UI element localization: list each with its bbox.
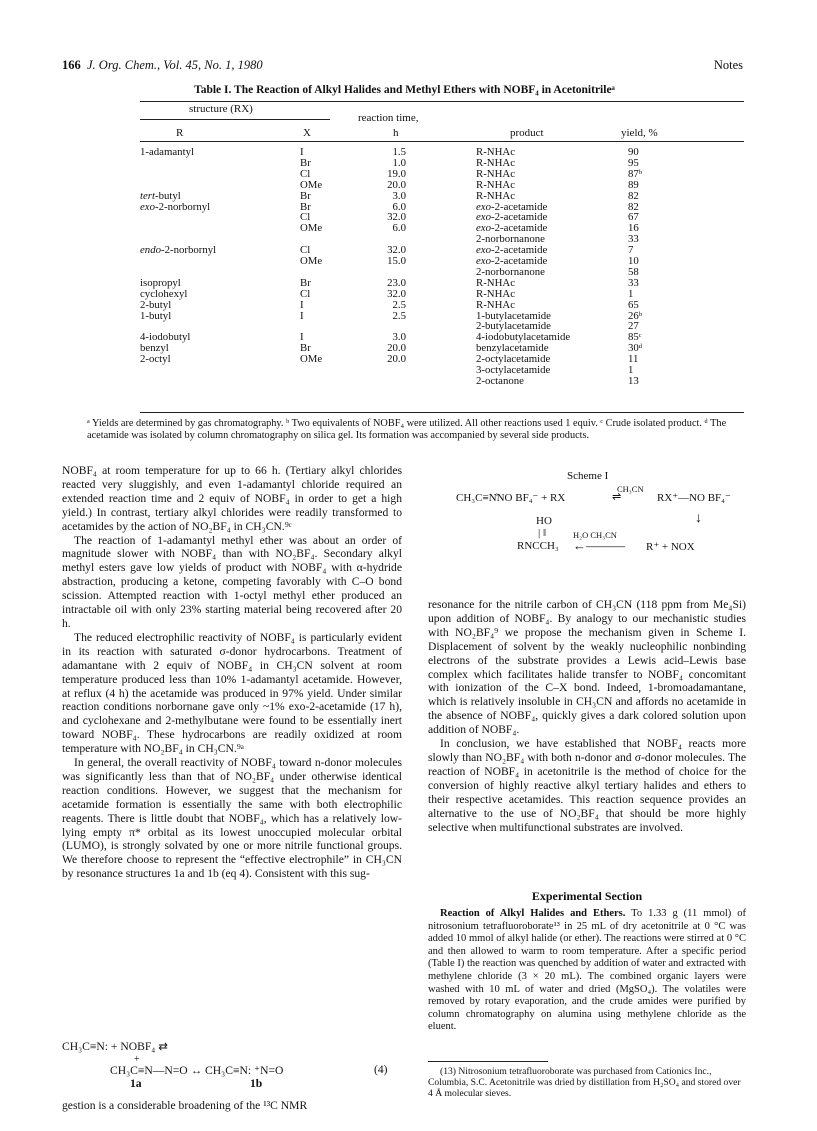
table-bottom-rule (140, 412, 744, 413)
table-cell-product: R-NHAc (476, 178, 515, 191)
table-cell-time: 20.0 (387, 342, 406, 355)
table-cell-product: 4-iodobutylacetamide (476, 331, 571, 344)
equation-4-line-1: CH₃C≡N: + NOBF₄ ⇄ (62, 1040, 168, 1053)
table-cell-x: Br (300, 156, 311, 169)
table-cell-yield: 1 (628, 287, 634, 300)
table-cell-r: tert-butyl (140, 189, 181, 202)
table-cell-product: benzylacetamide (476, 342, 549, 355)
table-cell-product: exo-2-acetamide (476, 200, 548, 213)
table-cell-yield: 16 (628, 222, 639, 235)
scheme-title: Scheme I (567, 470, 609, 482)
label-1b: 1b (250, 1077, 263, 1090)
left-column (62, 464, 402, 881)
table-cell-product: R-NHAc (476, 167, 515, 180)
scheme-down-arrow: ↓ (695, 511, 702, 526)
table-cell-r: cyclohexyl (140, 287, 188, 300)
running-header (62, 58, 263, 73)
table-cell-time: 20.0 (387, 353, 406, 366)
table-cell-time: 15.0 (387, 255, 406, 267)
right-paragraph-2: In conclusion, we have established that NOBF₄ reacts more slowly than NO₂BF₄ with both n-donor and σ-donor molecules. The reaction of NOBF₄ in acetonitrile is the method of choice for the conversion of highly reactive alkyl tertiary halides and ethers to their respective acetamides. This reaction sequence provides an alternative to the use of NO₂BF₄ that should be more highly selective when multifunctional substrates are involved. (428, 737, 746, 834)
journal-citation: J. Org. Chem., Vol. 45, No. 1, 1980 (87, 58, 263, 72)
table-group-header: structure (RX) (189, 103, 253, 115)
table-cell-yield: 95 (628, 156, 639, 169)
table-cell-product: 3-octylacetamide (476, 364, 551, 376)
experimental-run-in: Reaction of Alkyl Halides and Ethers. (440, 908, 626, 919)
table-cell-yield: 90 (628, 146, 639, 158)
table-cell-product: R-NHAc (476, 276, 515, 289)
table-col-r: R (176, 127, 184, 139)
table-cell-yield: 87ᵇ (628, 167, 643, 180)
table-cell-x: OMe (300, 178, 323, 191)
table-cell-x: Cl (300, 244, 311, 257)
table-cell-yield: 67 (628, 211, 639, 224)
table-cell-x: I (300, 298, 304, 311)
table-footnote: ᵃ Yields are determined by gas chromatography. ᵇ Two equivalents of NOBF₄ were utilized. All other reactions used 1 equiv. ᶜ Crude isolated product. ᵈ The acetamide was isolated by column chromatography on silica gel. Its formation was accompanied by several side products. (87, 418, 727, 441)
table-cell-time: 3.0 (392, 189, 406, 202)
experimental-text (428, 908, 746, 1034)
table-cell-x: I (300, 331, 304, 344)
table-cell-x: Br (300, 276, 311, 289)
table-col-x: X (303, 127, 311, 139)
table-cell-product: exo-2-acetamide (476, 222, 548, 235)
table-cell-yield: 10 (628, 255, 639, 267)
label-1a: 1a (130, 1077, 142, 1090)
table-cell-yield: 33 (628, 233, 639, 246)
footnote-rule (428, 1061, 548, 1062)
table-cell-yield: 30ᵈ (628, 342, 643, 355)
table-cell-time: 2.5 (392, 298, 406, 311)
table-cell-x: Br (300, 200, 311, 213)
table-cell-product: exo-2-acetamide (476, 211, 548, 224)
table-cell-time: 6.0 (392, 200, 406, 213)
scheme-left-arrow: ←——— (573, 538, 625, 553)
table-header-rule (140, 141, 744, 142)
table-cell-yield: 1 (628, 364, 634, 376)
table-cell-product: exo-2-acetamide (476, 255, 548, 267)
table-cell-r: exo-2-norbornyl (140, 200, 211, 213)
table-cell-yield: 33 (628, 276, 639, 289)
scheme-bottom-arrow-label: H₂O CH₃CN (573, 530, 617, 540)
table-cell-r: endo-2-norbornyl (140, 244, 217, 257)
table-col-product: product (510, 127, 544, 139)
table-cell-x: OMe (300, 222, 323, 235)
scheme-bottom-left: RNCCH₃ (517, 540, 559, 552)
equation-4-number: (4) (374, 1063, 388, 1076)
scheme-equilibrium-arrow: ⇌ (612, 491, 622, 503)
footnote-13: (13) Nitrosonium tetrafluoroborate was purchased from Cationics Inc., Columbia, S.C. Acetonitrile was dried by distillation from H₂SO₄ and stored over 4 Å molecular sieves. (428, 1066, 741, 1100)
table-cell-x: Cl (300, 167, 311, 180)
table-cell-yield: 11 (628, 353, 639, 366)
table-group-rule (140, 119, 330, 120)
scheme-top-left: CH₃C≡N̊NO BF₄⁻ + RX (456, 492, 566, 504)
table-cell-product: 2-norbornanone (476, 265, 545, 278)
table-cell-product: 2-octylacetamide (476, 353, 551, 366)
table-top-rule (140, 101, 744, 102)
table-cell-time: 1.5 (392, 146, 406, 158)
table-cell-time: 6.0 (392, 222, 406, 235)
section-name: Notes (713, 58, 743, 72)
page-number: 166 (62, 58, 81, 72)
table-cell-x: Br (300, 342, 311, 355)
table-cell-yield: 65 (628, 298, 639, 311)
table-cell-r: isopropyl (140, 276, 181, 289)
right-paragraph-1: resonance for the nitrile carbon of CH₃CN (118 ppm from Me₄Si) upon addition of NOBF₄. By analogy to our mechanistic studies with NO₂BF₄⁹ we propose the mechanism given in Scheme I. Displacement of solvent by the weakly nucleophilic nonbinding electrons of the substrate provides a Lewis acid–Lewis base complex which facilitates halide transfer to NOBF₄ concomitant with ionization of the C–X bond. Indeed, 1-bromoadamantane, which is relatively insoluble in CH₃CN and affords no acetamide in the absence of NOBF₄, quickly gives a dark colored solution upon addition of NOBF₄. (428, 598, 746, 737)
table-cell-x: Cl (300, 211, 311, 224)
table-col-yield: yield, % (621, 127, 658, 139)
table-cell-r: benzyl (140, 342, 169, 355)
scheme-top-arrow-label: CH₃CN (617, 484, 644, 494)
table-cell-r: 4-iodobutyl (140, 331, 191, 344)
left-paragraph-4: In general, the overall reactivity of NOBF₄ toward n-donor molecules was significantly less than that of NO₂BF₄ under otherwise identical reaction conditions. However, we suggest that the mechanism for acetamide formation is essentially the same with both electrophilic reagents. There is little doubt that NOBF₄, which has a relatively low-lying empty π* orbital as its lowest unoccupied molecular orbital (LUMO), is strongly solvated by one or more nitrile functional groups. We therefore choose to represent the “effective electrophile” in CH₃CN by resonance structures 1a and 1b (eq 4). Consistent with this sug- (62, 756, 402, 881)
table-cell-x: OMe (300, 255, 323, 267)
experimental-body: To 1.33 g (11 mmol) of nitrosonium tetrafluoroborate¹³ in 25 mL of dry acetonitrile at 0 °C was added 10 mmol of alkyl halide (or ether). The reactions were stirred at 0 °C and then allowed to warm to room temperature. After a specific period (Table I) the reaction was quenched by addition of water and extracted with methylene chloride (3 × 20 mL). The combined organic layers were washed with 10 mL of water and dried (MgSO₄). The volatiles were removed by rotary evaporation, and the crude amides were purified by column chromatography on alumina using methylene chloride as the eluent. (428, 908, 746, 1033)
table-cell-r: 2-octyl (140, 353, 171, 366)
table-cell-product: R-NHAc (476, 189, 515, 202)
table-cell-product: R-NHAc (476, 298, 515, 311)
table-cell-x: I (300, 309, 304, 322)
equation-4-plus: + (134, 1054, 140, 1065)
table-cell-yield: 58 (628, 265, 639, 278)
table-cell-time: 20.0 (387, 178, 406, 191)
experimental-heading: Experimental Section (531, 889, 643, 903)
table-cell-r: 1-adamantyl (140, 146, 194, 158)
table-cell-time: 1.0 (392, 156, 406, 169)
table-caption: Table I. The Reaction of Alkyl Halides and Methyl Ethers with NOBF₄ in Acetonitrileᵃ (194, 84, 615, 96)
table-cell-product: 2-norbornanone (476, 233, 545, 246)
scheme-bonds: | ‖ (538, 527, 547, 539)
left-paragraph-3: The reduced electrophilic reactivity of NOBF₄ is particularly evident in its reaction with saturated σ-donor hydrocarbons. Treatment of adamantane with 2 equiv of NOBF₄ in CH₃CN solvent at room temperature produced less than 10% 1-adamantyl acetamide. However, at reflux (4 h) the acetamide was produced in 97% yield. Under similar reaction conditions norbornane gave only ~1% exo-2-acetamide (17 h), and cyclohexane and 2-methylbutane were found to be essentially inert toward NOBF₄. These hydrocarbons are readily oxidized at room temperature with NO₂BF₄ in CH₃CN.⁹ᵃ (62, 630, 402, 756)
scheme-bottom-right: R⁺ + NOX (646, 541, 695, 553)
table-cell-product: R-NHAc (476, 156, 515, 169)
equation-4-resonance: CH₃C≡N—N=O ↔ CH₃C≡N: ⁺N=O (110, 1064, 284, 1077)
table-cell-product: 1-butylacetamide (476, 309, 551, 322)
table-col-time-1: reaction time, (358, 112, 419, 124)
table-cell-time: 3.0 (392, 331, 406, 344)
table-cell-yield: 85ᶜ (628, 331, 642, 344)
left-column-end: gestion is a considerable broadening of the ¹³C NMR (62, 1099, 308, 1112)
left-paragraph-1: NOBF₄ at room temperature for up to 66 h. (Tertiary alkyl chlorides reacted very sluggishly, and even 1-adamantyl chloride required an extended reaction time and 2 equiv of NOBF₄ in order to get a high yield.) In contrast, tertiary alkyl chlorides were readily transformed to acetamides by the action of NO₂BF₄ in CH₃CN.⁹ᶜ (62, 464, 402, 533)
table-cell-time: 23.0 (387, 276, 406, 289)
table-col-time-2: h (393, 127, 399, 139)
table-cell-x: I (300, 146, 304, 158)
table-cell-time: 19.0 (387, 167, 406, 180)
table-cell-yield: 82 (628, 200, 639, 213)
table-cell-time: 32.0 (387, 287, 406, 300)
table-cell-product: 2-octanone (476, 374, 524, 387)
table-cell-x: OMe (300, 353, 323, 366)
table-cell-product: R-NHAc (476, 287, 515, 300)
table-cell-yield: 7 (628, 244, 634, 257)
left-paragraph-2: The reaction of 1-adamantyl methyl ether was about an order of magnitude slower with NOBF₄ than with NO₂BF₄. Secondary alkyl methyl esters gave low yields of product with NOBF₄ with α-hydride abstraction, producing a ketone, competing favorably with C–O bond scission. Attempted reaction with 1-octyl methyl ether produced an intractable oil with only 23% starting material being recovered after 20 h. (62, 533, 402, 630)
scheme-top-right: RX⁺—NO BF₄⁻ (657, 492, 731, 504)
table-cell-yield: 82 (628, 189, 639, 202)
table-cell-product: 2-butylacetamide (476, 320, 551, 333)
table-cell-time: 32.0 (387, 244, 406, 257)
table-cell-yield: 13 (628, 374, 639, 387)
table-cell-time: 32.0 (387, 211, 406, 224)
scheme-ho: HO (536, 515, 552, 527)
table-cell-product: exo-2-acetamide (476, 244, 548, 257)
table-cell-r: 2-butyl (140, 298, 172, 311)
table-cell-r: 1-butyl (140, 309, 172, 322)
table-cell-yield: 27 (628, 320, 639, 333)
table-cell-time: 2.5 (392, 309, 406, 322)
table-cell-x: Br (300, 189, 311, 202)
table-cell-product: R-NHAc (476, 146, 515, 158)
table-cell-yield: 26ᵇ (628, 309, 643, 322)
right-column (428, 598, 746, 834)
table-cell-yield: 89 (628, 178, 639, 191)
table-cell-x: Cl (300, 287, 311, 300)
